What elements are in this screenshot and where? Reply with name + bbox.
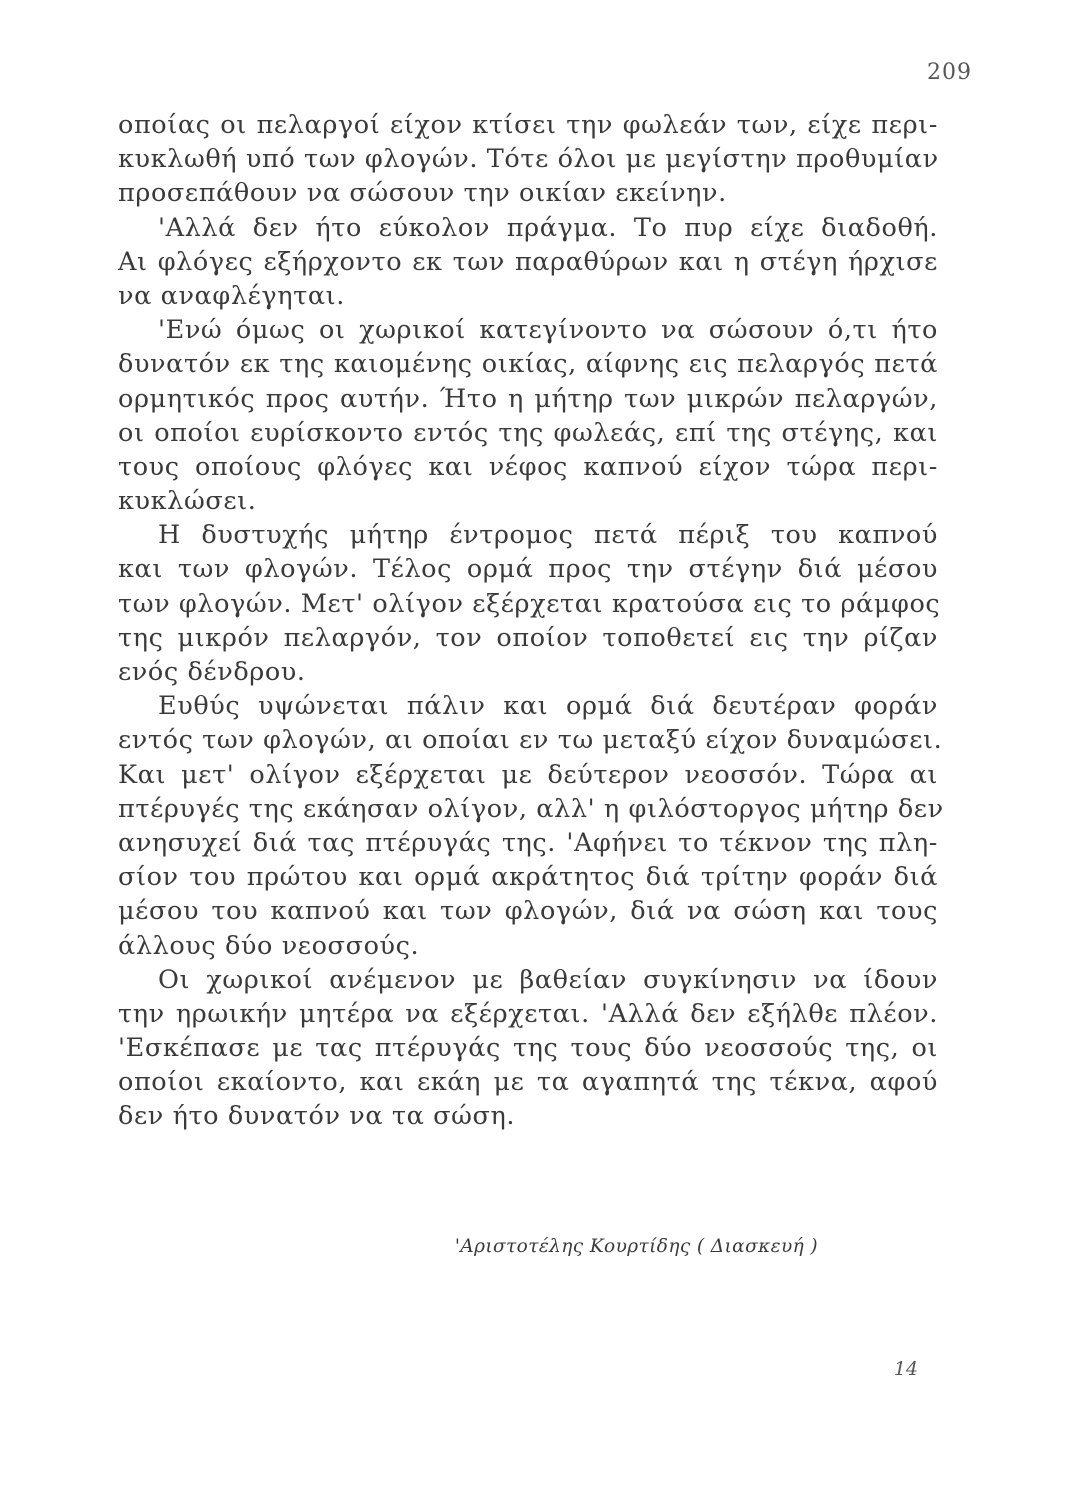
paragraph (118, 518, 941, 689)
text-line: δυνατόν εκ της καιομένης οικίας, αίφνης εις πελαργός πετά (118, 349, 938, 380)
text-line: Αι φλόγες εξήρχοντο εκ των παραθύρων και η στέγη ήρχισε (118, 246, 938, 277)
text-line: κυκλώσει. (118, 486, 257, 517)
paragraph (118, 108, 938, 211)
text-line: ορμητικός προς αυτήν. Ήτο η μήτηρ των μικρών πελαργών, (118, 383, 938, 414)
text-line: οποίας οι πελαργοί είχον κτίσει την φωλεάν των, είχε περι- (118, 110, 938, 140)
text-line: δεν ήτο δυνατόν να τα σώση. (118, 1101, 516, 1132)
text-line: να αναφλέγηται. (118, 280, 345, 311)
text-line: ενός δένδρου. (118, 657, 306, 687)
text-line: Οι χωρικοί ανέμενον με βαθείαν συγκίνησιν να ίδουν (158, 964, 938, 995)
text-line: εντός των φλογών, αι οποίαι εν τω μεταξύ είχον δυναμώσει. (118, 725, 943, 756)
text-line: Η δυστυχής μήτηρ έντρομος πετά πέριξ του καπνού (158, 520, 938, 551)
text-line: σίον του πρώτου και ορμά ακράτητος διά τρίτην φοράν διά (118, 862, 938, 893)
text-line: Και μετ' ολίγον εξέρχεται με δεύτερον νεοσσόν. Τώρα αι (118, 759, 938, 790)
text-line: της μικρόν πελαργόν, τον οποίον τοποθετεί εις την ρίζαν (118, 622, 938, 653)
body-text (118, 108, 944, 1134)
paragraph (118, 689, 944, 963)
text-line: την ηρωικήν μητέρα να εξέρχεται. 'Αλλά δεν εξήλθε πλέον. (118, 998, 938, 1029)
text-line: πτέρυγές της εκάησαν ολίγον, αλλ' η φιλόστοργος μήτηρ δεν (118, 793, 944, 824)
paragraph (118, 963, 938, 1134)
signature-mark: 14 (893, 1358, 918, 1380)
text-line: και των φλογών. Τέλος ορμά προς την στέγην διά μέσου (118, 554, 938, 585)
text-line: κυκλωθή υπό των φλογών. Τότε όλοι με μεγίστην προθυμίαν (118, 144, 939, 175)
page-number: 209 (927, 60, 972, 85)
paragraph (118, 313, 938, 518)
text-line: μέσου του καπνού και των φλογών, διά να σώση και τους (118, 896, 938, 927)
text-line: ανησυχεί διά τας πτέρυγάς της. 'Αφήνει το τέκνον της πλη- (118, 827, 938, 858)
paragraph (118, 211, 938, 314)
text-line: 'Ενώ όμως οι χωρικοί κατεγίνοντο να σώσουν ό,τι ήτο (158, 315, 938, 346)
text-line: προσεπάθουν να σώσουν την οικίαν εκείνην. (118, 178, 727, 209)
text-line: οποίοι εκαίοντο, και εκάη με τα αγαπητά της τέκνα, αφού (118, 1067, 938, 1098)
text-line: Ευθύς υψώνεται πάλιν και ορμά διά δευτέραν φοράν (158, 691, 938, 722)
text-line: 'Αλλά δεν ήτο εύκολον πράγμα. Το πυρ είχε διαδοθή. (158, 212, 938, 243)
text-line: 'Εσκέπασε με τας πτέρυγάς της τους δύο νεοσσούς της, οι (118, 1033, 938, 1064)
text-line: οι οποίοι ευρίσκοντο εντός της φωλεάς, επί της στέγης, και (118, 417, 938, 448)
text-line: των φλογών. Μετ' ολίγον εξέρχεται κρατούσα εις το ράμφος (118, 588, 941, 619)
text-line: τους οποίους φλόγες και νέφος καπνού είχον τώρα περι- (118, 451, 938, 482)
author-attribution: 'Αριστοτέλης Κουρτίδης ( Διασκευή ) (454, 1236, 818, 1257)
text-line: άλλους δύο νεοσσούς. (118, 930, 420, 961)
